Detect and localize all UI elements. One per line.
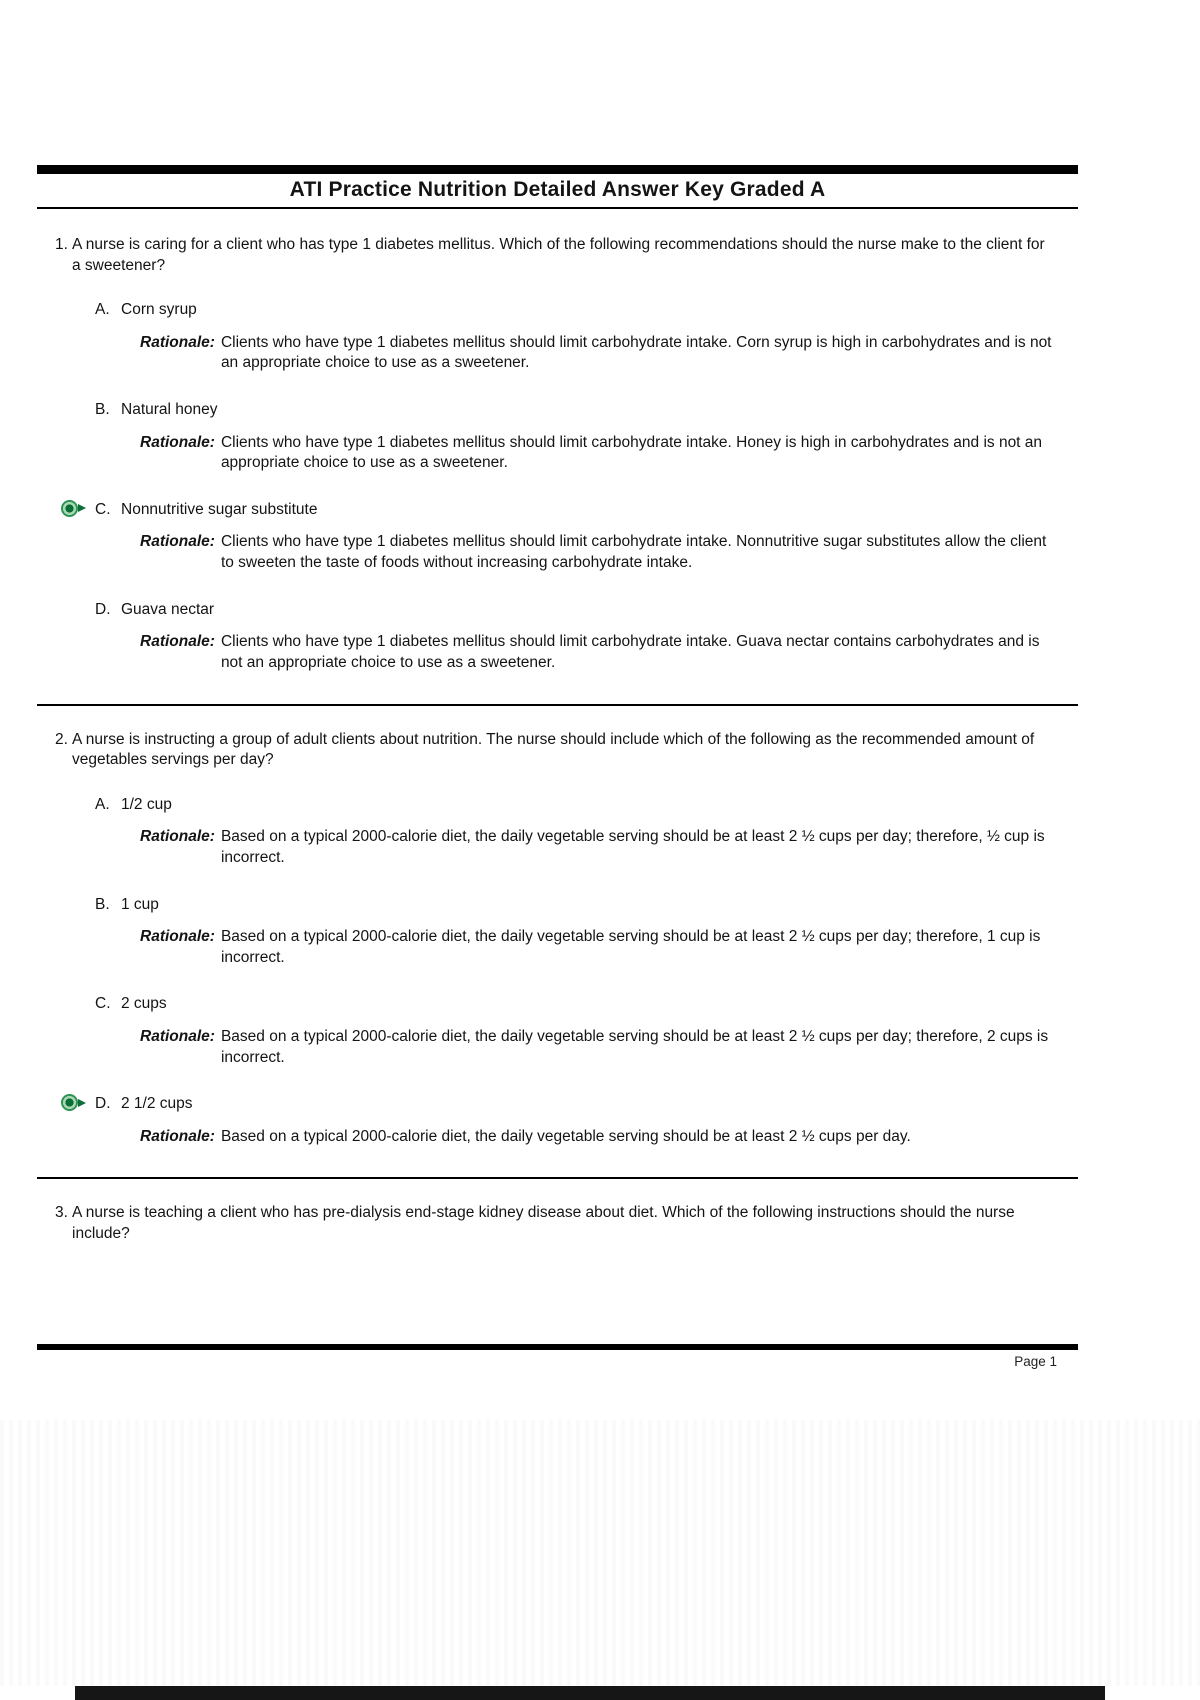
question-number: 3. — [55, 1204, 68, 1222]
answer-option — [37, 1094, 1078, 1147]
rationale-block — [140, 927, 1078, 968]
question-stem — [55, 235, 1078, 276]
rationale-block — [140, 1027, 1078, 1068]
arrow-right-icon — [78, 504, 86, 512]
rationale-text: Clients who have type 1 diabetes mellitus should limit carbohydrate intake. Corn syrup is high in carbohydrates and is not an appropriate choice to use as a sweetener. — [220, 333, 1052, 372]
option-label: Nonnutritive sugar substitute — [121, 500, 318, 518]
option-letter: B. — [95, 401, 110, 419]
question-text: A nurse is instructing a group of adult clients about nutrition. The nurse should include which of the following as the recommended amount of vegetables servings per day? — [72, 730, 1035, 769]
green-dot-icon — [61, 1094, 78, 1111]
option-label: Corn syrup — [121, 301, 197, 319]
rationale-block — [140, 532, 1078, 573]
answer-option — [37, 895, 1078, 969]
title-underline — [37, 207, 1078, 209]
rationale-text: Clients who have type 1 diabetes mellitus should limit carbohydrate intake. Nonnutritive sugar substitutes allow the client to sweeten the taste of foods without increasing carbohydrate intake. — [220, 533, 1047, 572]
page-number: Page 1 — [1014, 1354, 1057, 1369]
option-label: 2 1/2 cups — [121, 1095, 193, 1113]
option-label: 1/2 cup — [121, 795, 172, 813]
rationale-label: Rationale: — [140, 433, 215, 451]
title-top-bar — [37, 165, 1078, 174]
answer-option — [37, 600, 1078, 674]
answer-option — [37, 795, 1078, 869]
option-row — [95, 300, 1078, 321]
option-row — [95, 600, 1078, 621]
option-letter: B. — [95, 895, 110, 913]
question-block — [37, 1203, 1078, 1244]
rationale-label: Rationale: — [140, 533, 215, 551]
rationale-label: Rationale: — [140, 333, 215, 351]
rationale-label: Rationale: — [140, 1127, 215, 1145]
correct-answer-marker — [61, 1094, 93, 1111]
option-label: Natural honey — [121, 401, 218, 419]
answer-option — [37, 400, 1078, 474]
questions-container — [37, 235, 1078, 1245]
rationale-label: Rationale: — [140, 828, 215, 846]
correct-answer-marker — [61, 500, 93, 517]
title-row — [37, 174, 1078, 207]
rationale-text: Clients who have type 1 diabetes mellitus should limit carbohydrate intake. Honey is high in carbohydrates and is not an appropriate choice to use as a sweetener. — [220, 433, 1043, 472]
option-letter: A. — [95, 301, 110, 319]
question-block — [37, 730, 1078, 1148]
question-divider — [37, 704, 1078, 706]
question-stem — [55, 730, 1078, 771]
answer-option — [37, 300, 1078, 374]
option-row — [95, 500, 1078, 521]
rationale-block — [140, 632, 1078, 673]
page-title: ATI Practice Nutrition Detailed Answer Key Graded A — [289, 178, 826, 201]
question-divider — [37, 1177, 1078, 1179]
option-label: 2 cups — [121, 995, 167, 1013]
answer-option — [37, 500, 1078, 574]
option-letter: C. — [95, 500, 111, 518]
option-letter: D. — [95, 1095, 111, 1113]
rationale-label: Rationale: — [140, 1028, 215, 1046]
question-block — [37, 235, 1078, 674]
rationale-text: Based on a typical 2000-calorie diet, the daily vegetable serving should be at least 2 ½ cups per day. — [220, 1127, 911, 1145]
question-number: 1. — [55, 236, 68, 253]
rationale-label: Rationale: — [140, 928, 215, 946]
option-row — [95, 895, 1078, 916]
document-page — [37, 165, 1078, 1269]
option-row — [95, 994, 1078, 1015]
option-row — [95, 795, 1078, 816]
arrow-right-icon — [78, 1099, 86, 1107]
rationale-text: Clients who have type 1 diabetes mellitus should limit carbohydrate intake. Guava nectar contains carbohydrates and is not an appropriate choice to use as a sweetener. — [220, 633, 1040, 671]
rationale-block — [140, 433, 1078, 474]
question-stem — [55, 1203, 1078, 1244]
option-letter: D. — [95, 600, 111, 618]
option-letter: C. — [95, 995, 111, 1013]
option-letter: A. — [95, 795, 110, 813]
next-page-top-bar — [75, 1686, 1105, 1700]
option-row — [95, 1094, 1078, 1115]
footer-bar — [37, 1344, 1078, 1350]
rationale-text: Based on a typical 2000-calorie diet, the daily vegetable serving should be at least 2 ½ cups per day; therefore, ½ cup is incorrect. — [220, 828, 1045, 866]
answer-option — [37, 994, 1078, 1068]
rationale-text: Based on a typical 2000-calorie diet, the daily vegetable serving should be at least 2 ½ cups per day; therefore, 2 cups is incorrect. — [220, 1028, 1049, 1066]
question-text: A nurse is caring for a client who has type 1 diabetes mellitus. Which of the following recommendations should the nurse make to the client for a sweetener? — [72, 236, 1045, 274]
green-dot-icon — [61, 500, 78, 517]
question-number: 2. — [55, 730, 68, 748]
rationale-text: Based on a typical 2000-calorie diet, the daily vegetable serving should be at least 2 ½ cups per day; therefore, 1 cup is incorrect. — [220, 928, 1041, 966]
rationale-label: Rationale: — [140, 633, 215, 651]
rationale-block — [140, 1127, 1078, 1148]
question-text: A nurse is teaching a client who has pre-dialysis end-stage kidney disease about diet. Which of the following instructions should the nurse include? — [72, 1204, 1015, 1243]
option-label: 1 cup — [121, 895, 159, 913]
rationale-block — [140, 827, 1078, 868]
scan-noise-band — [0, 1420, 1200, 1686]
option-row — [95, 400, 1078, 421]
option-label: Guava nectar — [121, 600, 215, 618]
rationale-block — [140, 333, 1078, 374]
